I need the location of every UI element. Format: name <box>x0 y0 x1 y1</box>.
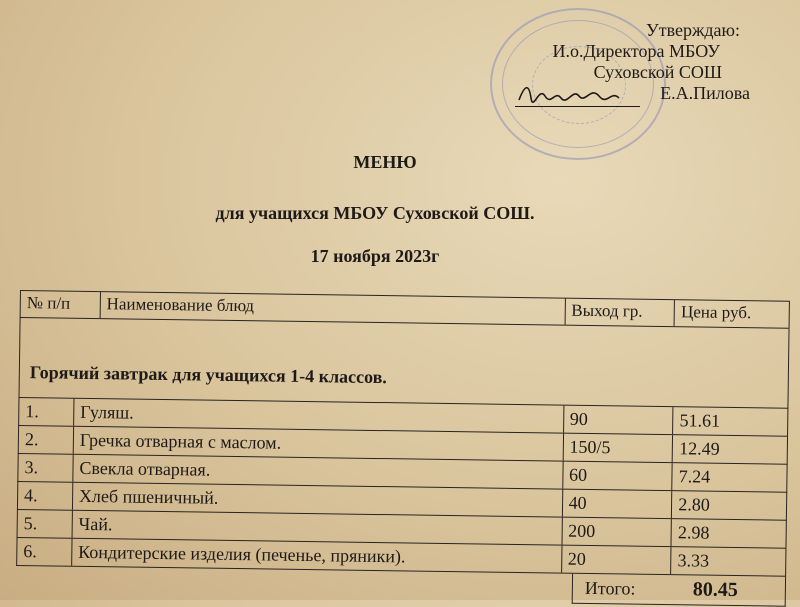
total-spacer <box>16 566 572 604</box>
row-num: 5. <box>18 510 73 538</box>
row-price: 2.80 <box>678 494 711 515</box>
row-output: 40 <box>562 490 672 519</box>
menu-date: 17 ноября 2023г <box>310 246 440 266</box>
row-price: 51.61 <box>679 410 721 431</box>
row-price: 12.49 <box>679 438 720 459</box>
row-price: 2.98 <box>677 522 710 543</box>
approval-line-position: И.о.Директора МБОУ <box>552 41 720 61</box>
header-price: Цена руб. <box>680 302 752 323</box>
row-name: Гуляш. <box>74 399 564 433</box>
row-num: 2. <box>19 426 74 454</box>
row-name: Чай. <box>72 511 562 545</box>
row-num: 6. <box>17 538 72 566</box>
menu-table <box>16 290 790 607</box>
header-num: № п/п <box>21 291 101 318</box>
row-num: 3. <box>18 454 73 482</box>
table-rows <box>16 398 788 577</box>
row-price: 3.33 <box>677 550 710 571</box>
row-output: 20 <box>562 546 672 575</box>
row-output: 60 <box>563 462 673 491</box>
row-num: 1. <box>19 398 74 426</box>
total-label: Итого: <box>584 577 636 599</box>
approval-line-name: Е.А.Пилова <box>660 83 750 103</box>
header-name: Наименование блюд <box>100 292 565 324</box>
row-num: 4. <box>18 482 73 510</box>
menu-subtitle: для учащихся МБОУ Суховской СОШ. <box>215 203 535 223</box>
row-name: Хлеб пшеничный. <box>73 483 563 517</box>
row-price: 7.24 <box>678 466 711 487</box>
row-output: 90 <box>564 406 674 435</box>
section-title: Горячий завтрак для учащихся 1-4 классов. <box>18 318 789 409</box>
row-output: 150/5 <box>563 434 673 463</box>
total-box <box>572 574 786 607</box>
header-output: Выход гр. <box>565 299 675 327</box>
total-value: 80.45 <box>692 578 739 602</box>
row-name: Кондитерские изделия (печенье, пряники). <box>72 539 562 573</box>
approval-line-approve: Утверждаю: <box>645 20 740 40</box>
menu-title: МЕНЮ <box>353 152 417 172</box>
row-output: 200 <box>562 518 672 547</box>
row-name: Свекла отварная. <box>73 455 563 489</box>
approval-block <box>553 20 750 104</box>
approval-line-school: Суховской СОШ <box>593 62 722 82</box>
row-name: Гречка отварная с маслом. <box>74 427 564 461</box>
